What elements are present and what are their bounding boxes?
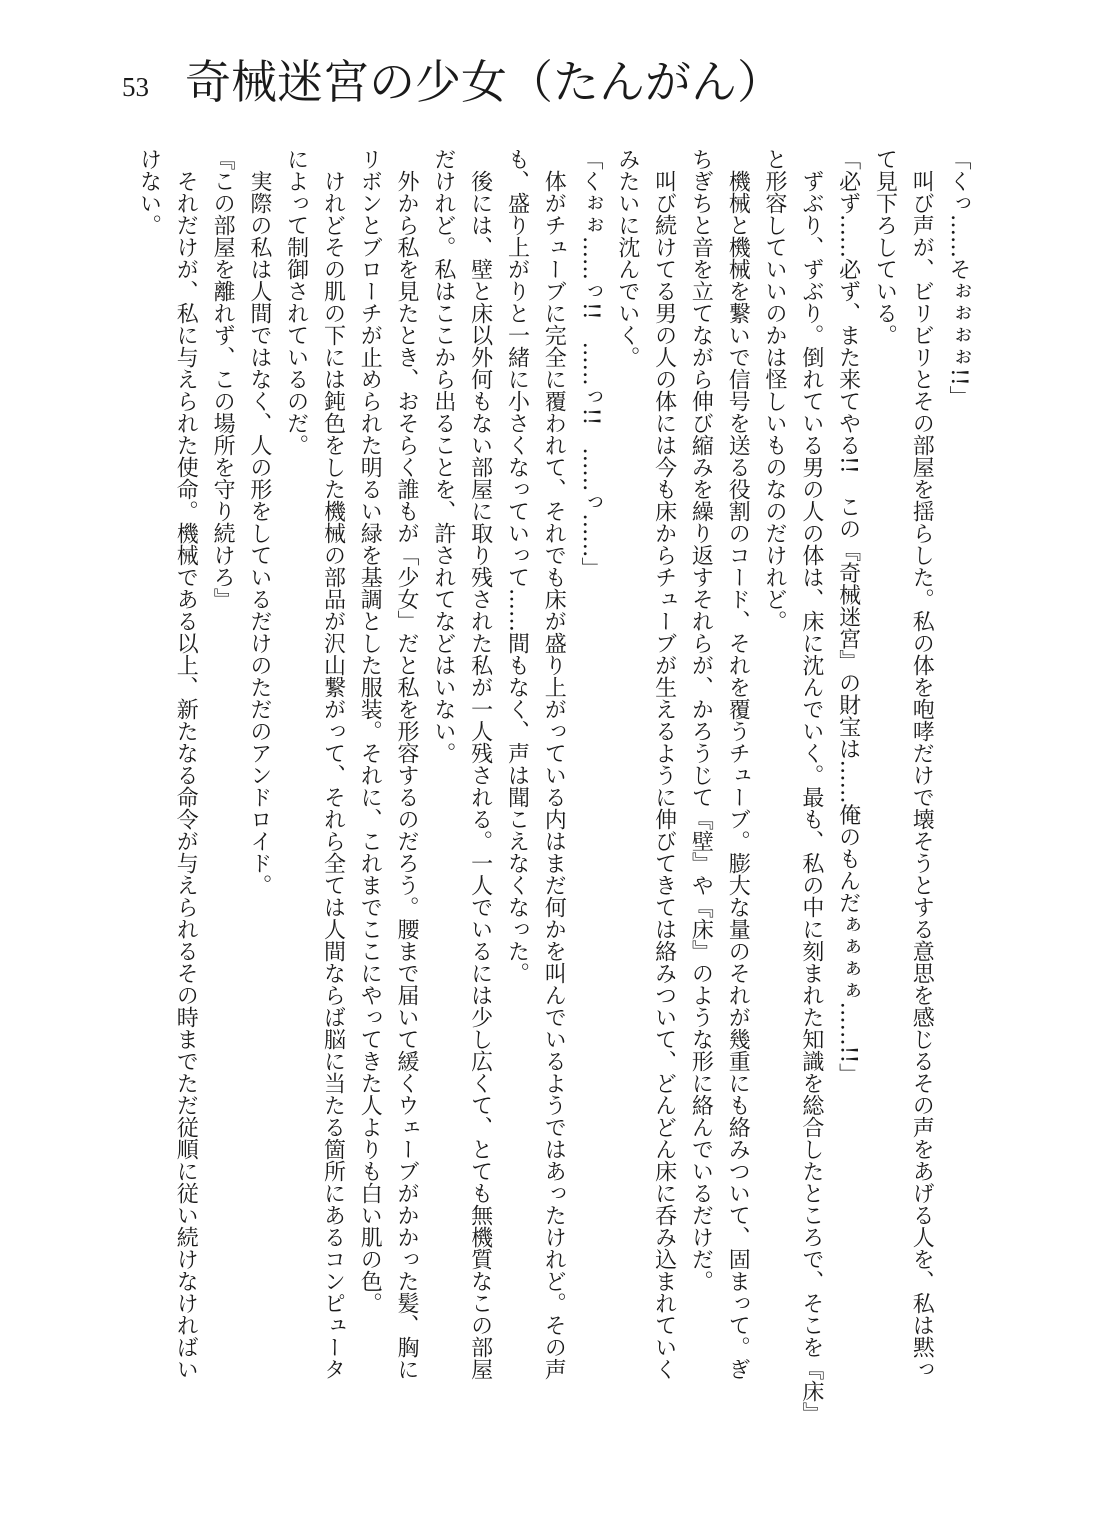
text-column: て見下ろしている。	[872, 148, 898, 346]
text-column: 外から私を見たとき、おそらく誰もが「少女」だと私を形容するのだろう。腰まで届いて緩くウェーブがかかった髪、胸に	[394, 148, 420, 1380]
text-column: 「くっ……そぉぉぉぉ!!」	[946, 148, 971, 408]
text-column: 機械と機械を繋いで信号を送る役割のコード、それを覆うチューブ。膨大な量のそれが幾重にも絡みついて、固まって。ぎ	[725, 148, 751, 1380]
text-column: ずぶり、ずぶり。倒れている男の人の体は、床に沈んでいく。最も、私の中に刻まれた知識を総合したところで、そこを『床』	[798, 148, 824, 1424]
text-column: リボンとブローチが止められた明るい緑を基調とした服装。それに、これまでここにやってきた人よりも白い肌の色。	[357, 148, 383, 1314]
text-column: によって制御されているのだ。	[283, 148, 309, 456]
text-column: それだけが、私に与えられた使命。機械である以上、新たなる命令が与えられるその時までただ従順に従い続けなければい	[173, 148, 199, 1380]
text-column: 体がチューブに完全に覆われて、それでも床が盛り上がっている内はまだ何かを叫んでいるようではあったけれど。その声	[541, 148, 567, 1380]
text-column: 叫び声が、ビリビリとその部屋を揺らした。私の体を咆哮だけで壊そうとする意思を感じるその声をあげる人を、私は黙っ	[909, 148, 935, 1380]
body-text	[128, 148, 976, 1424]
text-column: 「くぉぉ……っ!! ……っ!! ……っ……」	[578, 148, 604, 580]
text-column: 叫び続けてる男の人の体には今も床からチューブが生えるように伸びてきては絡みついて、どんどん床に呑み込まれていく	[651, 148, 677, 1380]
text-column: だけれど。私はここから出ることを、許されてなどはいない。	[430, 148, 456, 764]
text-column: 「必ず……必ず、また来てやる!! この『奇械迷宮』の財宝は……俺のもんだぁぁぁぁ……!!」	[835, 148, 861, 1086]
chapter-title: 奇械迷宮の少女（たんがん）	[185, 55, 783, 109]
text-column: 後には、壁と床以外何もない部屋に取り残された私が一人残される。一人でいるには少し広くて、とても無機質なこの部屋	[467, 148, 493, 1380]
text-column: けない。	[136, 148, 162, 236]
text-column: けれどその肌の下には鈍色をした機械の部品が沢山繋がって、それら全ては人間ならば脳に当たる箇所にあるコンピュータ	[320, 148, 346, 1380]
text-column: も、盛り上がりと一緒に小さくなっていって……間もなく、声は聞こえなくなった。	[504, 148, 530, 984]
page-number: 53	[122, 72, 149, 102]
text-column: 『この部屋を離れず、この場所を守り続けろ』	[210, 148, 236, 610]
text-column: ちぎちと音を立てながら伸び縮みを繰り返すそれらが、かろうじて『壁』や『床』のような形に絡んでいるだけだ。	[688, 148, 714, 1292]
text-column: みたいに沈んでいく。	[614, 148, 640, 368]
text-column: と形容していいのかは怪しいものなのだけれど。	[762, 148, 788, 632]
text-column: 実際の私は人間ではなく、人の形をしているだけのただのアンドロイド。	[246, 148, 272, 896]
